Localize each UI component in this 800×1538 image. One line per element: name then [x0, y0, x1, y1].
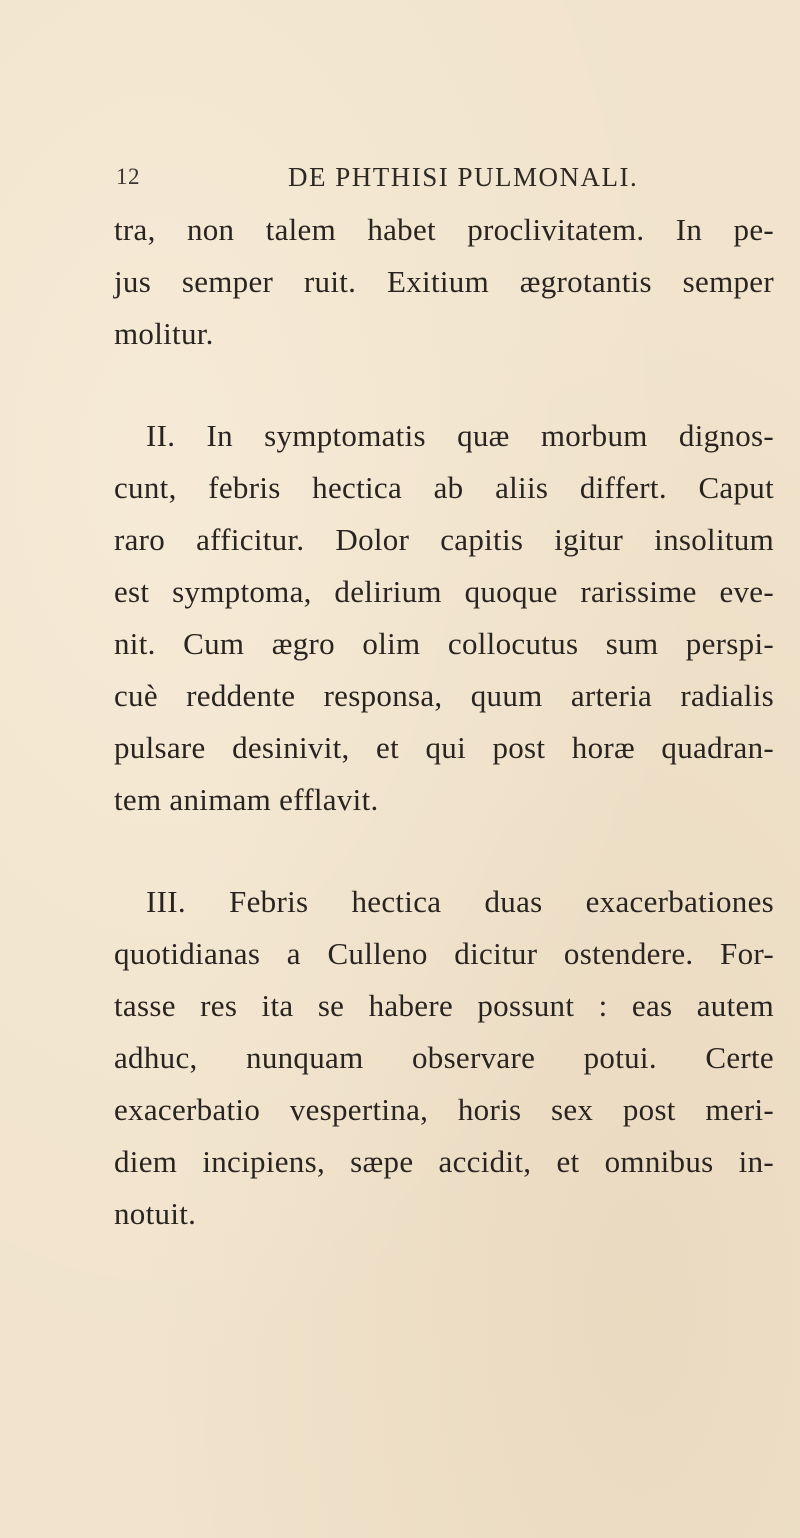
text-line: cunt, febris hectica ab aliis differt. Caput: [114, 470, 774, 505]
text-line: nit. Cum ægro olim collocutus sum perspi-: [114, 626, 774, 661]
text-line: diem incipiens, sæpe accidit, et omnibus in-: [114, 1144, 774, 1179]
text-line: adhuc, nunquam observare potui. Certe: [114, 1040, 774, 1075]
text-line: jus semper ruit. Exitium ægrotantis semper: [114, 264, 774, 299]
text-line: tra, non talem habet proclivitatem. In pe-: [114, 212, 774, 247]
page-number: 12: [116, 164, 140, 189]
running-title: DE PHTHISI PULMONALI.: [288, 162, 639, 192]
text-line: raro afficitur. Dolor capitis igitur insolitum: [114, 522, 774, 557]
paragraph-3: [114, 876, 774, 1240]
text-line: molitur.: [114, 316, 214, 351]
text-line: notuit.: [114, 1196, 197, 1231]
paragraph-2: [114, 410, 774, 826]
paragraph-gap: [114, 360, 774, 410]
text-line: tasse res ita se habere possunt : eas autem: [114, 988, 774, 1023]
text-line: pulsare desinivit, et qui post horæ quadran-: [114, 730, 774, 765]
text-line: III. Febris hectica duas exacerbationes: [146, 884, 774, 919]
text-line: tem animam efflavit.: [114, 782, 379, 817]
paragraph-gap: [114, 826, 774, 876]
text-line: est symptoma, delirium quoque rarissime eve-: [114, 574, 774, 609]
paragraph-1: [114, 204, 774, 360]
text-line: quotidianas a Culleno dicitur ostendere. For-: [114, 936, 774, 971]
text-line: cuè reddente responsa, quum arteria radialis: [114, 678, 774, 713]
text-line: exacerbatio vespertina, horis sex post meri-: [114, 1092, 774, 1127]
body-text: [114, 204, 774, 1240]
text-line: II. In symptomatis quæ morbum dignos-: [146, 418, 774, 453]
